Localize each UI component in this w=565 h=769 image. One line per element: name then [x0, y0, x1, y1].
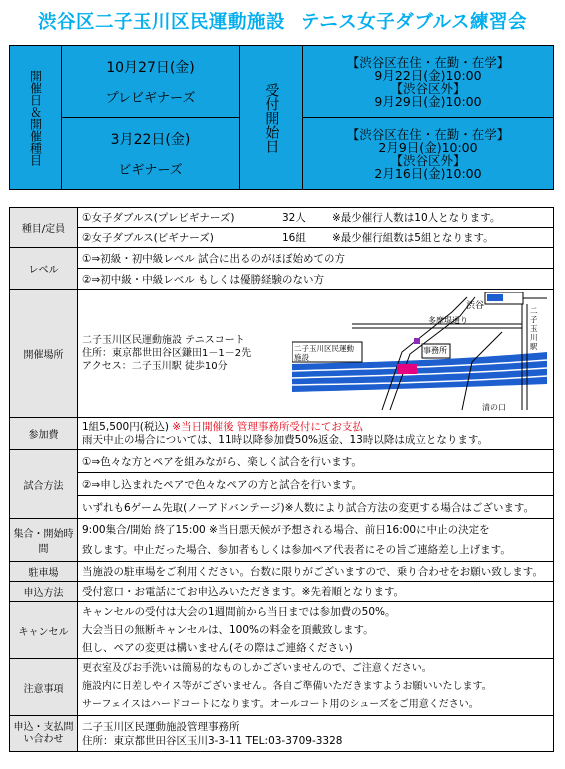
- contact-label: 申込・支払問い合わせ: [10, 716, 78, 752]
- page-title: [0, 8, 565, 34]
- type-1-count: 32人: [282, 212, 306, 224]
- notes-label: 注意事項: [10, 659, 78, 716]
- reception-1-line4: 9月29日(金)10:00: [374, 93, 482, 109]
- map-kiyoshi: 清の口: [482, 402, 506, 412]
- fee-rain-note: 雨天中止の場合については、11時以降参加費50%返金、13時以降は成立となります。: [82, 433, 489, 446]
- event-1-reception: [303, 46, 554, 118]
- type-1-name: ①女子ダブルス(プレビギナーズ): [82, 212, 235, 224]
- reception-2-line3: 【渋谷区外】: [390, 152, 466, 168]
- time-label: 集合・開始時間: [10, 519, 78, 562]
- type-label: 種目/定員: [10, 208, 78, 248]
- date-label-cell: [10, 46, 62, 190]
- reception-1-line2: 9月22日(金)10:00: [374, 67, 482, 83]
- reception-2-line4: 2月16日(金)10:00: [374, 165, 482, 181]
- level-line-2: ②⇒初中級・中級レベル もしくは優勝経験のない方: [78, 269, 554, 290]
- notes-line-2: 施設内に日差しやイス等がございません。各自ご準備いただきますようお願いいたします。: [82, 681, 492, 692]
- notes-line-1: 更衣室及びお手洗いは簡易的なものしかございませんので、ご注意ください。: [82, 663, 432, 674]
- cancel-cell: [78, 602, 554, 659]
- venue-map: [292, 292, 547, 416]
- apply-label: 申込方法: [10, 582, 78, 602]
- map-office: 事務所: [423, 345, 447, 355]
- fee-price: 1組5,500円(税込): [82, 420, 169, 433]
- map-facility: 二子玉川区民運動施設: [294, 343, 354, 362]
- cancel-line-3: 但し、ペアの変更は構いません(その際はご連絡ください): [82, 642, 353, 654]
- parking-label: 駐車場: [10, 562, 78, 582]
- venue-line-2: 住所：東京都世田谷区鎌田1－1－2先: [82, 348, 252, 359]
- event-1-date: 10月27日(金): [106, 60, 195, 76]
- type-2-note: ※最少催行組数は5組となります。: [332, 232, 494, 244]
- time-line-1: 9:00集合/開始 終了15:00 ※当日悪天候が予想される場合、前日16:00に中止の決定を: [82, 524, 490, 536]
- cancel-line-2: 大会当日の無断キャンセルは、100%の料金を頂戴致します。: [82, 624, 374, 636]
- type-2-name: ②女子ダブルス(ビギナーズ): [82, 232, 214, 244]
- fee-cell: [78, 418, 554, 450]
- event-2-cell: [62, 118, 240, 190]
- venue-label: 開催場所: [10, 290, 78, 418]
- venue-line-1: 二子玉川区民運動施設 テニスコート: [82, 335, 245, 346]
- map-futako-station: 二子玉川駅: [530, 305, 538, 351]
- parking-text: 当施設の駐車場をご利用ください。台数に限りがございますので、乗り合わせをお願い致します。: [78, 562, 554, 582]
- notes-cell: [78, 659, 554, 716]
- reception-1-line3: 【渋谷区外】: [390, 80, 466, 96]
- format-line-1: ①⇒色々な方とペアを組みながら、楽しく試合を行います。: [78, 450, 554, 473]
- contact-line-2: 住所：東京都世田谷区玉川3-3-11 TEL:03-3709-3328: [82, 734, 343, 747]
- event-2-date: 3月22日(金): [110, 132, 191, 148]
- format-line-3: いずれも6ゲーム先取(ノーアドバンテージ)※人数により試合方法の変更する場合はございます。: [78, 496, 554, 519]
- format-line-2: ②⇒申し込まれたペアで色々なペアの方と試合を行います。: [78, 473, 554, 496]
- reception-label: 受付開始日: [263, 82, 280, 153]
- details-table: [9, 207, 554, 752]
- cancel-label: キャンセル: [10, 602, 78, 659]
- title-event: テニス女子ダブルス練習会: [301, 12, 527, 33]
- notes-line-3: サーフェイスはハードコートになります。オールコート用のシューズをご用意ください。: [82, 699, 479, 710]
- event-2-category: ビギナーズ: [118, 163, 183, 178]
- schedule-table: [9, 45, 554, 190]
- map-shibuya: 渋谷: [466, 300, 485, 311]
- reception-2-line2: 2月9日(金)10:00: [378, 139, 478, 155]
- type-1-note: ※最少催行人数は10人となります。: [332, 212, 501, 224]
- title-facility: 渋谷区二子玉川区民運動施設: [38, 12, 286, 33]
- date-label: 開催日＆開催種目: [28, 69, 43, 166]
- reception-label-cell: [240, 46, 303, 190]
- reception-2-line1: 【渋谷区在住・在勤・在学】: [346, 126, 510, 142]
- event-2-reception: [303, 118, 554, 190]
- contact-line-1: 二子玉川区民運動施設管理事務所: [82, 720, 240, 733]
- type-row-1: [78, 208, 554, 228]
- event-1-category: プレビギナーズ: [105, 91, 196, 106]
- event-1-cell: [62, 46, 240, 118]
- venue-text: [82, 334, 292, 373]
- contact-cell: [78, 716, 554, 752]
- reception-1-line1: 【渋谷区在住・在勤・在学】: [346, 54, 510, 70]
- fee-payment-note: ※当日開催後 管理事務所受付にてお支払: [172, 420, 363, 433]
- level-label: レベル: [10, 248, 78, 290]
- venue-cell: [78, 290, 554, 418]
- venue-line-3: アクセス：二子玉川駅 徒歩10分: [82, 361, 228, 372]
- type-row-2: [78, 228, 554, 248]
- time-cell: [78, 519, 554, 562]
- apply-text: 受付窓口・お電話にてお申込みいただきます。※先着順となります。: [78, 582, 554, 602]
- map-tamagawa-st: 多摩堤通り: [428, 315, 468, 325]
- cancel-line-1: キャンセルの受付は大会の1週間前から当日までは参加費の50%。: [82, 606, 396, 618]
- type-2-count: 16組: [282, 232, 306, 244]
- time-line-2: 致します。中止だった場合、参加者もしくは参加ペア代表者にその旨ご連絡差し上げます。: [82, 544, 511, 556]
- fee-label: 参加費: [10, 418, 78, 450]
- format-label: 試合方法: [10, 450, 78, 519]
- level-line-1: ①⇒初級・初中級レベル 試合に出るのがほぼ始めての方: [78, 248, 554, 269]
